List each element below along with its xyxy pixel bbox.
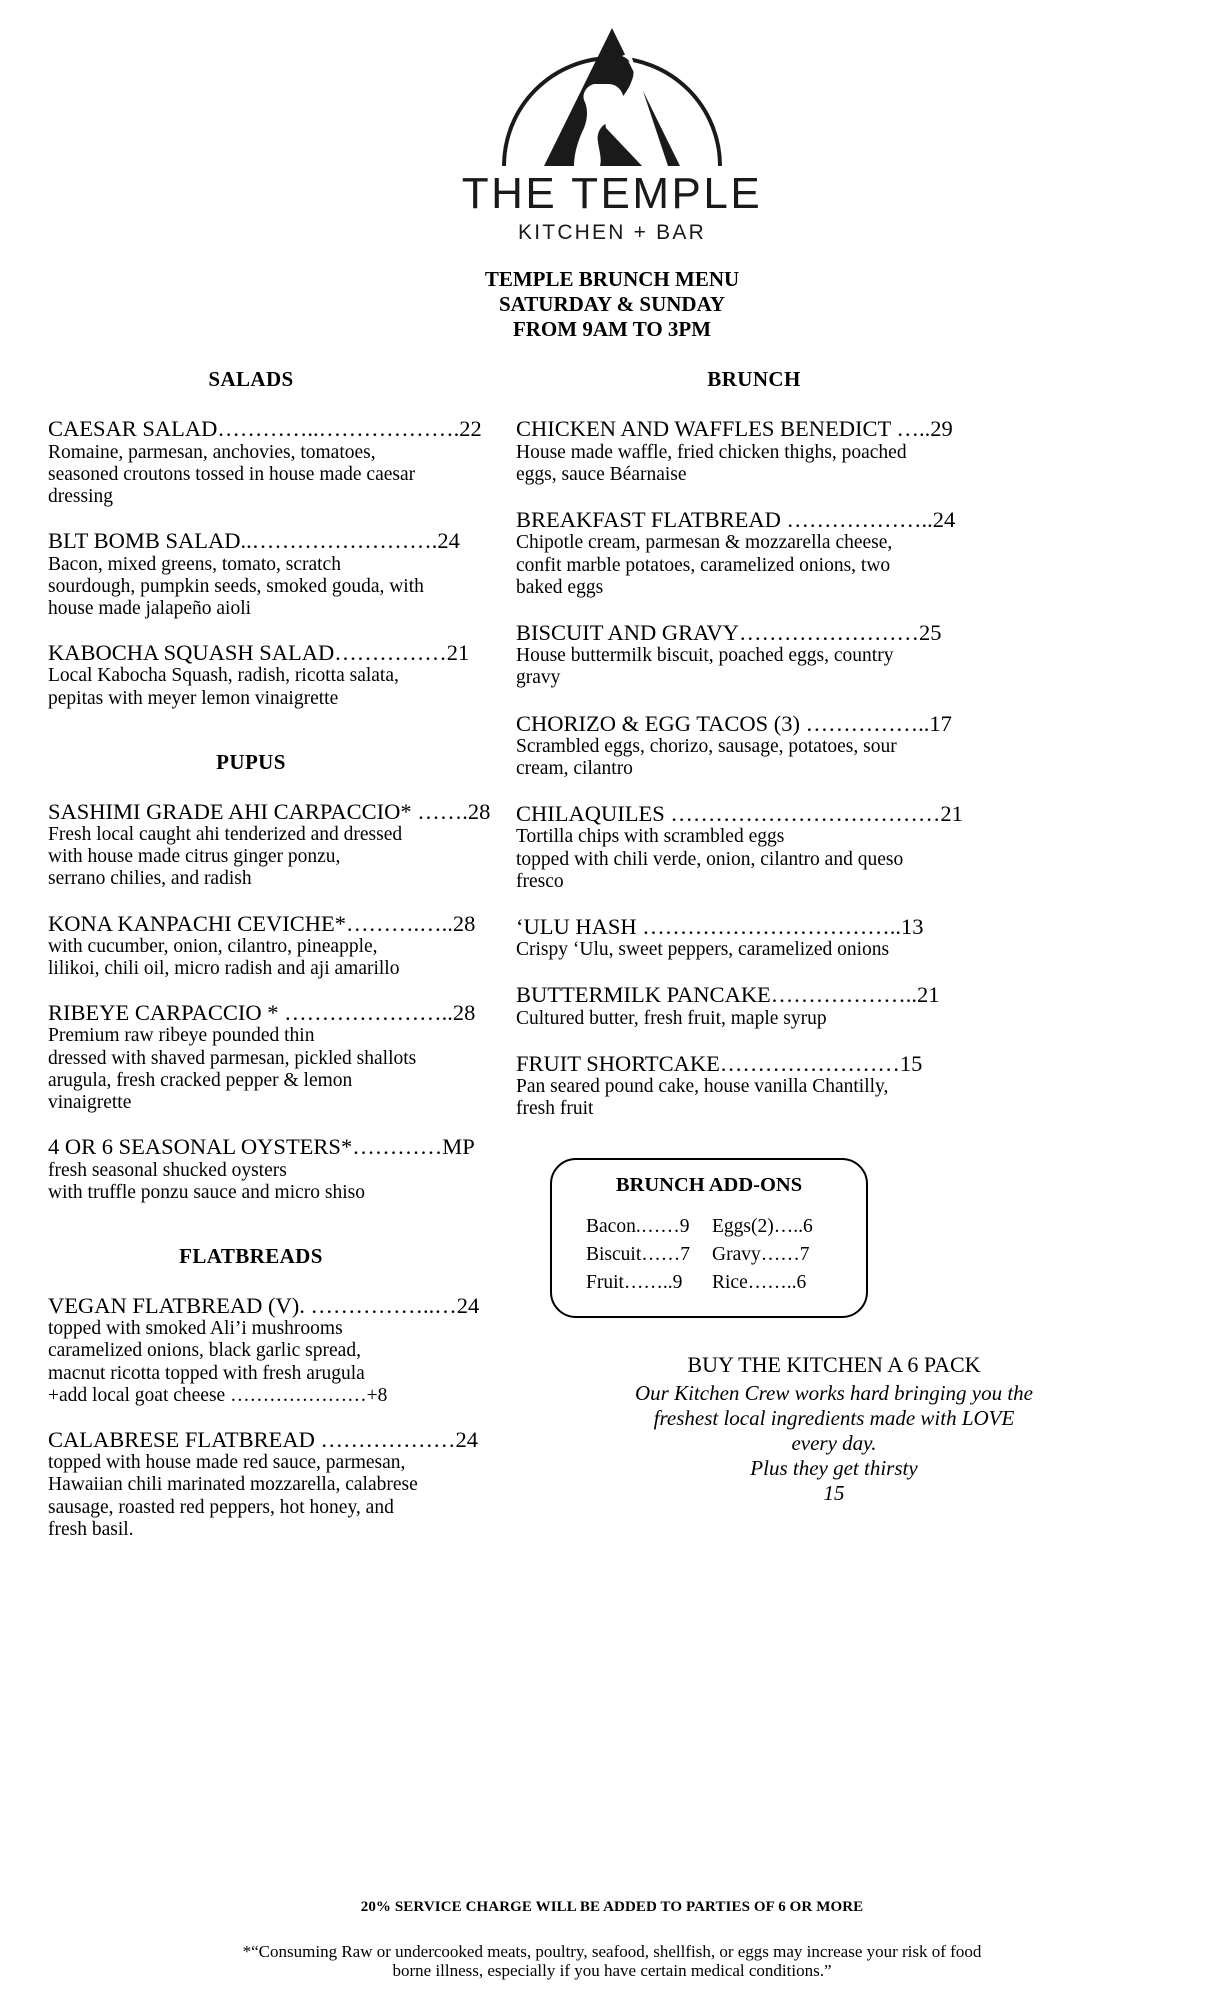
desc-line: house made jalapeño aioli <box>48 597 252 619</box>
six-pack-body <box>536 1381 1132 1507</box>
menu-item-description <box>516 939 1162 961</box>
raw-food-disclaimer <box>0 1942 1224 1980</box>
menu-item-description <box>516 442 1162 486</box>
menu-item <box>48 640 494 710</box>
brand-logo-block <box>0 0 1224 245</box>
menu-item <box>48 799 494 891</box>
desc-line: topped with house made red sauce, parmesan, <box>48 1452 406 1474</box>
menu-item-description <box>48 824 494 891</box>
addon-entry: Fruit……..9 <box>586 1272 683 1294</box>
desc-line: Tortilla chips with scrambled eggs <box>516 826 785 848</box>
brunch-addons-box <box>550 1158 868 1318</box>
addon-entry: Gravy……7 <box>712 1244 810 1266</box>
six-pack-line: Plus they get thirsty <box>750 1456 918 1481</box>
addon-entry: Bacon.……9 <box>586 1216 690 1238</box>
menu-item-description <box>48 1452 494 1541</box>
menu-item-description <box>48 1160 494 1204</box>
addon-entry: Biscuit……7 <box>586 1244 691 1266</box>
desc-line: arugula, fresh cracked pepper & lemon <box>48 1069 353 1091</box>
menu-item-name: KONA KANPACHI CEVICHE*……….…..28 <box>48 910 476 936</box>
disclaimer-line: *“Consuming Raw or undercooked meats, poultry, seafood, shellfish, or eggs may increase your risk of food <box>242 1941 982 1961</box>
desc-line: eggs, sauce Béarnaise <box>516 463 687 485</box>
addon-entry: Eggs(2)…..6 <box>712 1216 813 1238</box>
section-flatbreads-items <box>48 1293 494 1541</box>
addon-entry: Rice……..6 <box>712 1272 807 1294</box>
menu-item-name: CHILAQUILES ………………………………21 <box>516 801 963 827</box>
section-title-pupus: PUPUS <box>216 749 286 774</box>
desc-line: fresco <box>516 870 564 892</box>
desc-line: +add local goat cheese …………………+8 <box>48 1384 388 1406</box>
desc-line: House buttermilk biscuit, poached eggs, country <box>516 645 894 667</box>
menu-item-name: BUTTERMILK PANCAKE………………..21 <box>516 982 940 1008</box>
menu-item <box>516 914 1162 961</box>
menu-item-description <box>48 1025 494 1114</box>
desc-line: Cultured butter, fresh fruit, maple syrup <box>516 1007 827 1029</box>
menu-item-description <box>48 1318 494 1407</box>
menu-item-description <box>48 665 494 709</box>
desc-line: fresh basil. <box>48 1518 134 1540</box>
desc-line: topped with smoked Ali’i mushrooms <box>48 1318 343 1340</box>
desc-line: lilikoi, chili oil, micro radish and aji amarillo <box>48 958 400 980</box>
desc-line: macnut ricotta topped with fresh arugula <box>48 1362 365 1384</box>
menu-item <box>516 620 1162 690</box>
desc-line: Fresh local caught ahi tenderized and dressed <box>48 823 403 845</box>
menu-item <box>516 416 1162 486</box>
desc-line: pepitas with meyer lemon vinaigrette <box>48 687 339 709</box>
menu-item <box>48 1134 494 1204</box>
menu-item-name: RIBEYE CARPACCIO * …………………..28 <box>48 1000 476 1026</box>
logo-subtitle: KITCHEN + BAR <box>518 221 706 245</box>
menu-item-description <box>516 826 1162 893</box>
menu-item-name: CHICKEN AND WAFFLES BENEDICT …..29 <box>516 416 953 442</box>
section-brunch-items <box>516 416 1162 1120</box>
desc-line: fresh fruit <box>516 1098 594 1120</box>
desc-line: seasoned croutons tossed in house made caesar <box>48 463 416 485</box>
brunch-addons-section <box>516 1158 1162 1318</box>
menu-item-description <box>48 936 494 980</box>
buy-kitchen-six-pack-section <box>516 1352 1162 1506</box>
menu-columns <box>0 367 1224 1561</box>
desc-line: with truffle ponzu sauce and micro shiso <box>48 1181 365 1203</box>
desc-line: sourdough, pumpkin seeds, smoked gouda, with <box>48 575 424 597</box>
desc-line: serrano chilies, and radish <box>48 868 252 890</box>
menu-item <box>48 1427 494 1541</box>
menu-header-line-1: TEMPLE BRUNCH MENU <box>484 267 740 292</box>
menu-item <box>48 1293 494 1407</box>
menu-item-description <box>48 442 494 509</box>
desc-line: gravy <box>516 667 561 689</box>
menu-column-left <box>26 367 494 1561</box>
menu-item-description <box>516 736 1162 780</box>
menu-item-name: BREAKFAST FLATBREAD ………………..24 <box>516 507 956 533</box>
temple-triangle-arch-logo-icon <box>482 14 742 169</box>
menu-item <box>516 1051 1162 1121</box>
menu-item <box>48 528 494 620</box>
desc-line: with house made citrus ginger ponzu, <box>48 846 341 868</box>
menu-item <box>48 911 494 981</box>
menu-column-right <box>494 367 1162 1506</box>
desc-line: vinaigrette <box>48 1092 132 1114</box>
menu-item-name: FRUIT SHORTCAKE……………………15 <box>516 1050 923 1076</box>
desc-line: dressing <box>48 486 113 508</box>
menu-item-name: BISCUIT AND GRAVY……………………25 <box>516 619 942 645</box>
menu-item-name: CHORIZO & EGG TACOS (3) ……………..17 <box>516 710 952 736</box>
menu-header-line-2: SATURDAY & SUNDAY <box>499 291 725 316</box>
menu-item <box>516 801 1162 893</box>
desc-line: Chipotle cream, parmesan & mozzarella cheese, <box>516 532 893 554</box>
desc-line: House made waffle, fried chicken thighs, poached <box>516 441 907 463</box>
section-title-flatbreads: FLATBREADS <box>179 1243 323 1268</box>
menu-item-name: SASHIMI GRADE AHI CARPACCIO* …….28 <box>48 798 491 824</box>
menu-item-name: CAESAR SALAD…………..……………….22 <box>48 416 482 442</box>
menu-item <box>48 1000 494 1114</box>
menu-item-description <box>48 554 494 621</box>
menu-item <box>516 507 1162 599</box>
menu-item-name: ‘ULU HASH ……………………………..13 <box>516 914 924 940</box>
six-pack-line: Our Kitchen Crew works hard bringing you the <box>634 1380 1033 1405</box>
six-pack-price: 15 <box>823 1481 845 1506</box>
desc-line: Bacon, mixed greens, tomato, scratch <box>48 553 341 575</box>
menu-item-description <box>516 532 1162 599</box>
menu-header <box>0 267 1224 341</box>
section-pupus-items <box>48 799 494 1204</box>
six-pack-line: freshest local ingredients made with LOVE <box>653 1405 1015 1430</box>
disclaimer-line: borne illness, especially if you have certain medical conditions.” <box>392 1960 832 1980</box>
menu-item-description <box>516 645 1162 689</box>
desc-line: caramelized onions, black garlic spread, <box>48 1340 361 1362</box>
menu-item-description <box>516 1008 1162 1030</box>
desc-line: with cucumber, onion, cilantro, pineapple, <box>48 935 378 957</box>
menu-header-line-3: FROM 9AM TO 3PM <box>512 316 712 341</box>
logo-wordmark: THE TEMPLE <box>461 169 763 218</box>
desc-line: Premium raw ribeye pounded thin <box>48 1025 315 1047</box>
menu-item-name: VEGAN FLATBREAD (V). ……………..…24 <box>48 1292 480 1318</box>
desc-line: sausage, roasted red peppers, hot honey, and <box>48 1496 394 1518</box>
section-title-brunch: BRUNCH <box>707 367 801 392</box>
menu-item <box>516 711 1162 781</box>
desc-line: confit marble potatoes, caramelized onions, two <box>516 554 891 576</box>
desc-line: fresh seasonal shucked oysters <box>48 1159 287 1181</box>
section-salads-items <box>48 416 494 709</box>
menu-footer <box>0 1899 1224 1980</box>
desc-line: Pan seared pound cake, house vanilla Chantilly, <box>516 1076 889 1098</box>
menu-item <box>48 416 494 508</box>
six-pack-line: every day. <box>791 1431 877 1456</box>
desc-line: Local Kabocha Squash, radish, ricotta salata, <box>48 665 399 687</box>
desc-line: Scrambled eggs, chorizo, sausage, potatoes, sour <box>516 735 897 757</box>
service-charge-notice: 20% SERVICE CHARGE WILL BE ADDED TO PARTIES OF 6 OR MORE <box>360 1898 864 1915</box>
brunch-addons-title: BRUNCH ADD-ONS <box>615 1174 803 1197</box>
desc-line: Crispy ‘Ulu, sweet peppers, caramelized onions <box>516 939 890 961</box>
menu-item-name: BLT BOMB SALAD..…………………….24 <box>48 528 460 554</box>
desc-line: Romaine, parmesan, anchovies, tomatoes, <box>48 441 376 463</box>
desc-line: dressed with shaved parmesan, pickled shallots <box>48 1047 417 1069</box>
section-title-salads: SALADS <box>208 367 294 392</box>
menu-item-name: KABOCHA SQUASH SALAD……………21 <box>48 640 470 666</box>
menu-item <box>516 982 1162 1029</box>
menu-item-name: CALABRESE FLATBREAD ………………24 <box>48 1427 479 1453</box>
desc-line: cream, cilantro <box>516 757 633 779</box>
menu-item-description <box>516 1076 1162 1120</box>
brunch-addons-grid <box>552 1215 866 1296</box>
menu-item-name: 4 OR 6 SEASONAL OYSTERS*…………MP <box>48 1134 475 1160</box>
desc-line: topped with chili verde, onion, cilantro and queso <box>516 848 904 870</box>
desc-line: Hawaiian chili marinated mozzarella, calabrese <box>48 1474 418 1496</box>
six-pack-title: BUY THE KITCHEN A 6 PACK <box>687 1352 981 1378</box>
desc-line: baked eggs <box>516 576 604 598</box>
